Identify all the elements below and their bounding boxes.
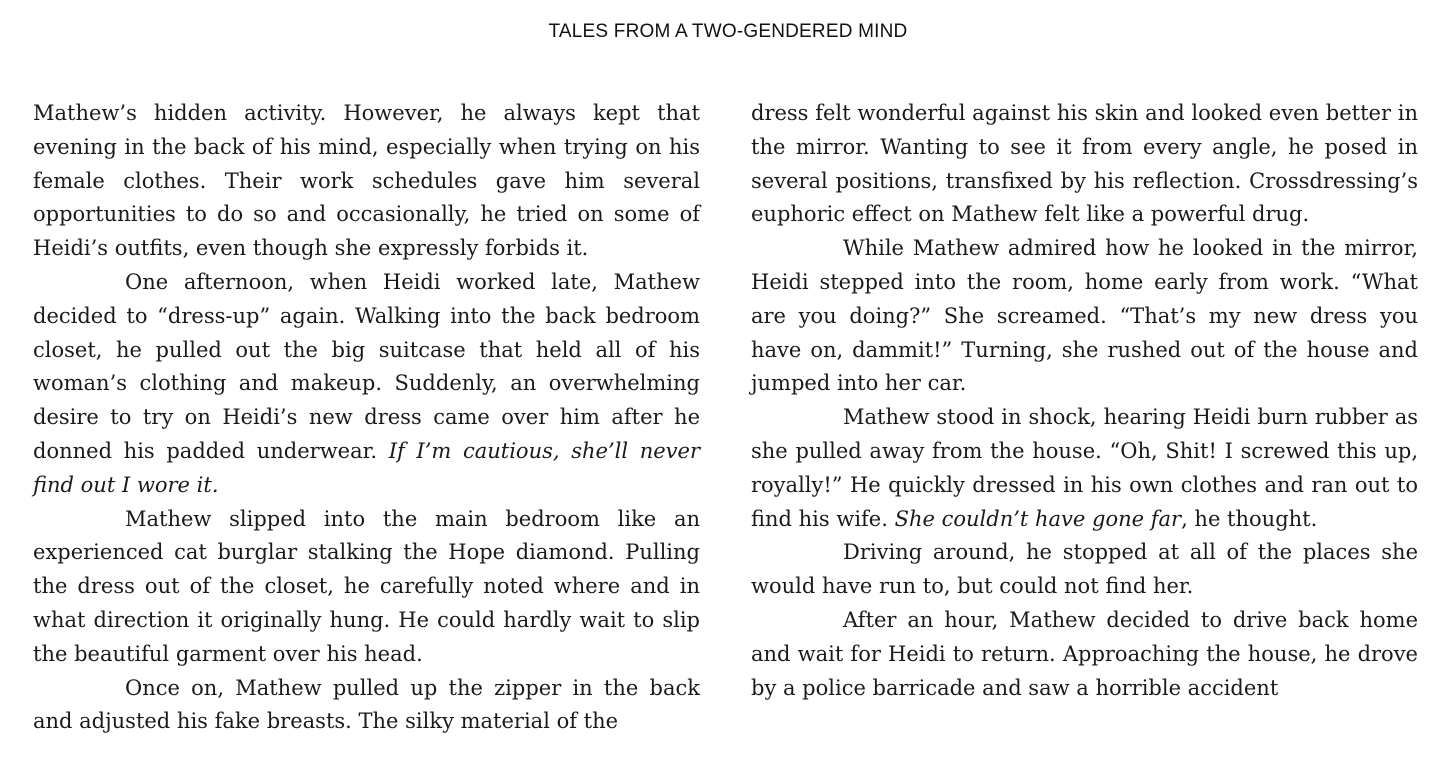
paragraph-text-tail: , he thought. bbox=[1181, 506, 1318, 531]
italic-thought: She couldn’t have gone far bbox=[894, 506, 1182, 531]
running-header: TALES FROM A TWO-GENDERED MIND bbox=[548, 21, 908, 42]
paragraph-continued: dress felt wonderful against his skin and looked even better in the mirror. Wanting to see it from every angle, he posed in several positions, transfixed by his reflection. Crossdressing’s euphoric effect on Mathew felt like a powerful drug. bbox=[751, 101, 1418, 227]
left-text-column bbox=[33, 97, 700, 739]
paragraph: After an hour, Mathew decided to drive back home and wait for Heidi to return. Approaching the house, he drove by a police barricade and saw a horrible accident bbox=[751, 607, 1418, 700]
right-text-column bbox=[751, 97, 1418, 705]
paragraph: While Mathew admired how he looked in the mirror, Heidi stepped into the room, home early from work. “What are you doing?” She screamed. “That’s my new dress you have on, dammit!” Turning, she rushed out of the house and jumped into her car. bbox=[751, 236, 1418, 396]
paragraph-text: One afternoon, when Heidi worked late, Mathew decided to “dress-up” again. Walking into the back bedroom closet, he pulled out the big suitcase that held all of his woman’s clothing and makeup. Suddenly, an overwhelming desire to try on Heidi’s new dress came over him after he donned his padded underwear. bbox=[33, 269, 700, 463]
italic-thought: If I’m cautious, she’ll never find out I wore it. bbox=[33, 438, 700, 497]
paragraph-text: Mathew stood in shock, hearing Heidi burn rubber as she pulled away from the house. “Oh, Shit! I screwed this up, royally!” He quickly dressed in his own clothes and ran out to find his wife. bbox=[751, 405, 1418, 531]
paragraph: Mathew slipped into the main bedroom like an experienced cat burglar stalking the Hope diamond. Pulling the dress out of the closet, he carefully noted where and in what direction it originally hung. He could hardly wait to slip the beautiful garment over his head. bbox=[33, 506, 700, 666]
paragraph-continued: Mathew’s hidden activity. However, he always kept that evening in the back of his mind, especially when trying on his female clothes. Their work schedules gave him several opportunities to do so and occasionally, he tried on some of Heidi’s outfits, even though she expressly forbids it. bbox=[33, 101, 700, 261]
paragraph: Driving around, he stopped at all of the places she would have run to, but could not find her. bbox=[751, 540, 1418, 599]
paragraph: Once on, Mathew pulled up the zipper in the back and adjusted his fake breasts. The silky material of the bbox=[33, 675, 700, 734]
paragraph bbox=[751, 401, 1418, 536]
paragraph bbox=[33, 266, 700, 503]
